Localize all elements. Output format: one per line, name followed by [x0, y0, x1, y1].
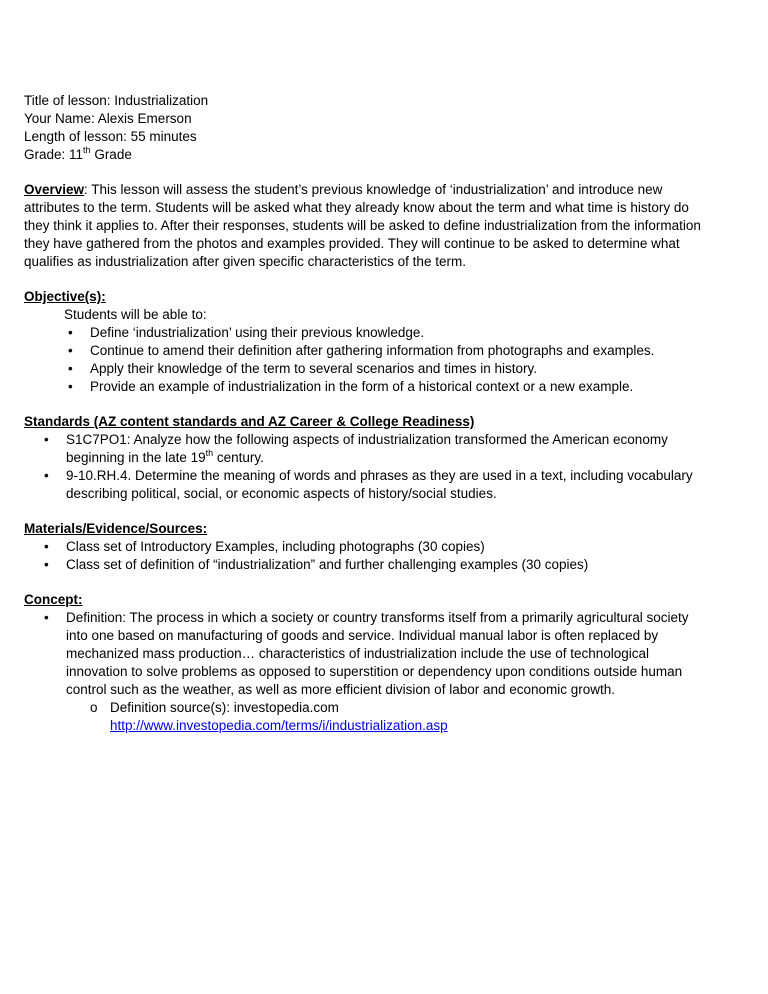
bullet-icon: • [68, 361, 73, 376]
concept-section [24, 591, 708, 735]
author-name-line: Your Name: Alexis Emerson [24, 111, 192, 126]
bullet-icon: • [68, 325, 73, 340]
concept-heading: Concept: [24, 592, 83, 607]
objectives-section [24, 288, 708, 396]
overview-text: : This lesson will assess the student’s previous knowledge of ‘industrialization’ and introduce new attributes to the term. Students will be asked what they already know about the term and what time is history do they think it applies to. After their responses, students will be asked to define industrialization from the information they have gathered from the photos and examples provided. They will continue to be asked to determine what qualifies as industrialization after given specific characteristics of the term. [24, 182, 701, 269]
objectives-list [24, 324, 708, 396]
list-item: • Class set of Introductory Examples, including photographs (30 copies) [44, 539, 485, 554]
standards-heading: Standards (AZ content standards and AZ Career & College Readiness) [24, 414, 475, 429]
overview-heading: Overview [24, 182, 85, 197]
list-item [24, 699, 708, 735]
lesson-length-line: Length of lesson: 55 minutes [24, 129, 197, 144]
list-item: • 9-10.RH.4. Determine the meaning of words and phrases as they are used in a text, including vocabulary describing political, social, or economic aspects of history/social studies. [44, 468, 693, 501]
list-item: • Define ‘industrialization’ using their previous knowledge. [68, 325, 425, 340]
bullet-icon: • [44, 557, 49, 572]
objectives-heading: Objective(s): [24, 289, 106, 304]
materials-section [24, 520, 708, 574]
standards-section [24, 413, 708, 503]
bullet-icon: • [44, 468, 49, 483]
materials-list [24, 538, 708, 574]
concept-definition: Definition: The process in which a society or country transforms itself from a primarily agricultural society into one based on manufacturing of goods and service. Individual manual labor is often replaced by mechanized mass production… characteristics of industrialization include the use of technological innovation to solve problems as opposed to superstition or dependency upon conditions outside human control such as the weather, as well as more efficient division of labor and economic growth. [66, 610, 689, 697]
bullet-icon: • [44, 610, 49, 625]
list-item [24, 609, 708, 699]
objectives-intro: Students will be able to: [64, 307, 207, 322]
bullet-icon: • [44, 432, 49, 447]
list-item: • Provide an example of industrialization in the form of a historical context or a new example. [68, 379, 634, 394]
list-item: • Apply their knowledge of the term to several scenarios and times in history. [68, 361, 537, 376]
overview-section [24, 181, 708, 271]
bullet-icon: • [44, 539, 49, 554]
definition-source-link[interactable]: http://www.investopedia.com/terms/i/industrialization.asp [110, 718, 448, 733]
concept-list [24, 609, 708, 735]
definition-source-label: Definition source(s): investopedia.com [110, 700, 339, 715]
standards-list [24, 431, 708, 503]
lesson-title-line: Title of lesson: Industrialization [24, 93, 209, 108]
list-item: • S1C7PO1: Analyze how the following aspects of industrialization transformed the American economy beginning in the late 19th century. [44, 432, 668, 465]
bullet-icon: • [68, 343, 73, 358]
lesson-header [24, 92, 708, 164]
list-item: • Class set of definition of “industrialization” and further challenging examples (30 copies) [44, 557, 589, 572]
materials-heading: Materials/Evidence/Sources: [24, 521, 208, 536]
list-item: • Continue to amend their definition after gathering information from photographs and examples. [68, 343, 655, 358]
sub-bullet-icon: o [90, 700, 98, 715]
bullet-icon: • [68, 379, 73, 394]
grade-line: Grade: 11th Grade [24, 144, 132, 162]
